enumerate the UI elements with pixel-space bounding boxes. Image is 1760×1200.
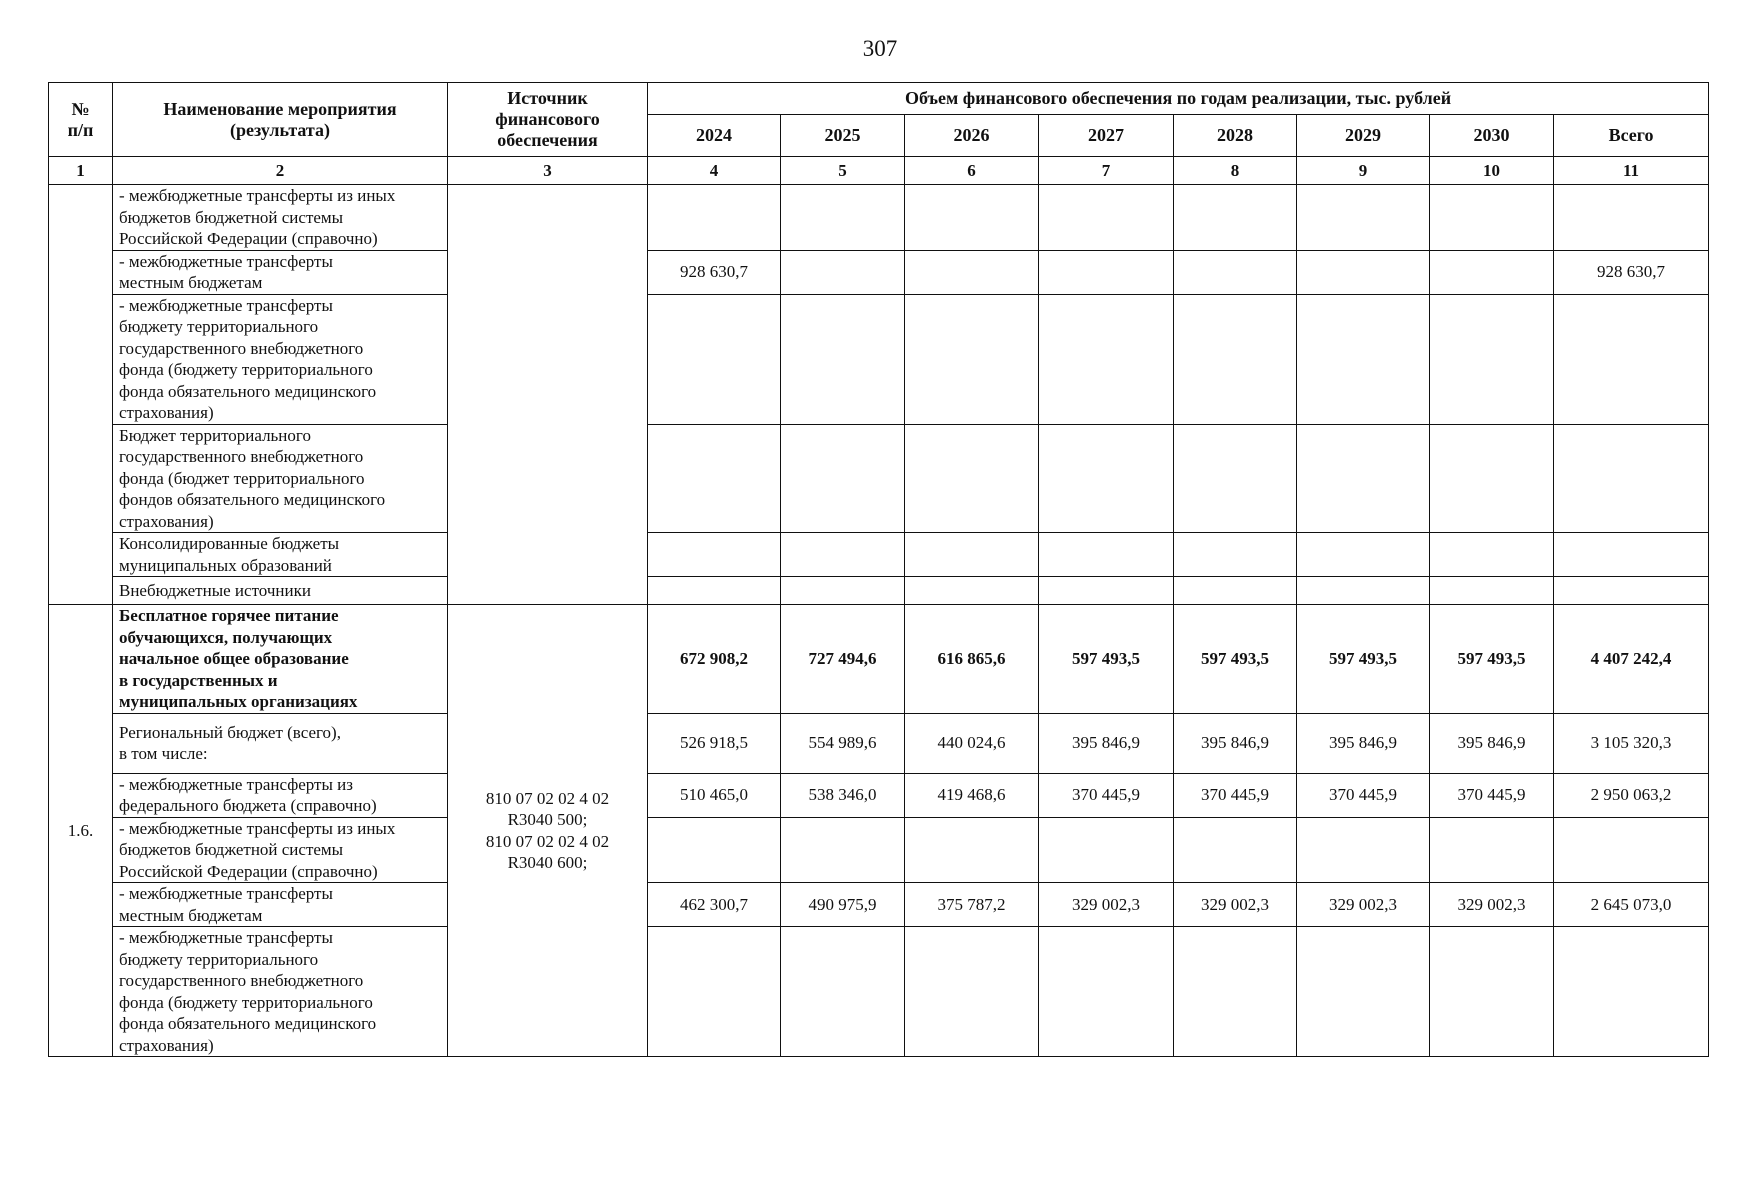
activity-name-line: фонда (бюджет территориального bbox=[119, 468, 365, 488]
activity-name-line: фонда (бюджету территориального bbox=[119, 992, 373, 1012]
header-row-column-numbers bbox=[49, 157, 1709, 185]
year-value-cell bbox=[905, 294, 1039, 424]
table-row bbox=[49, 533, 1709, 577]
year-value-cell: 329 002,3 bbox=[1174, 883, 1297, 927]
table-body bbox=[49, 185, 1709, 1057]
year-value-cell: 928 630,7 bbox=[648, 250, 781, 294]
year-value-cell bbox=[781, 577, 905, 605]
year-value-cell bbox=[905, 250, 1039, 294]
activity-name-line: фондов обязательного медицинского bbox=[119, 490, 386, 509]
year-value-cell: 370 445,9 bbox=[1174, 773, 1297, 817]
year-value-cell bbox=[1174, 927, 1297, 1057]
column-number: 5 bbox=[781, 157, 905, 185]
activity-name bbox=[113, 424, 448, 533]
year-value-cell: 329 002,3 bbox=[1039, 883, 1174, 927]
activity-name-line: - межбюджетные трансферты bbox=[119, 928, 333, 947]
activity-name-line: Бюджет территориального bbox=[119, 425, 311, 445]
table-row bbox=[49, 773, 1709, 817]
activity-name-line: Консолидированные бюджеты bbox=[119, 534, 340, 553]
activity-name bbox=[113, 577, 448, 605]
year-value-cell: 597 493,5 bbox=[1430, 605, 1554, 714]
year-value-cell: 526 918,5 bbox=[648, 713, 781, 773]
total-value-cell bbox=[1554, 817, 1709, 883]
column-number: 6 bbox=[905, 157, 1039, 185]
activity-name-line: бюджетов бюджетной системы bbox=[119, 207, 344, 227]
activity-name-line: государственного внебюджетного bbox=[119, 447, 364, 466]
activity-name-line: местным бюджетам bbox=[119, 905, 263, 925]
year-value-cell bbox=[1174, 577, 1297, 605]
year-value-cell bbox=[1297, 577, 1430, 605]
year-value-cell: 554 989,6 bbox=[781, 713, 905, 773]
funding-source bbox=[448, 185, 648, 605]
activity-name-line: - межбюджетные трансферты из bbox=[119, 774, 353, 794]
total-value-cell bbox=[1554, 927, 1709, 1057]
year-value-cell bbox=[1430, 577, 1554, 605]
year-value-cell: 538 346,0 bbox=[781, 773, 905, 817]
total-value-cell: 928 630,7 bbox=[1554, 250, 1709, 294]
year-value-cell bbox=[648, 424, 781, 533]
year-value-cell: 395 846,9 bbox=[1174, 713, 1297, 773]
activity-name-line: фонда (бюджету территориального bbox=[119, 360, 373, 379]
activity-name-line: бюджетов бюджетной системы bbox=[119, 840, 344, 859]
year-value-cell bbox=[1039, 424, 1174, 533]
year-value-cell: 616 865,6 bbox=[905, 605, 1039, 714]
year-value-cell bbox=[1174, 294, 1297, 424]
header-col-name: Наименование мероприятия (результата) bbox=[113, 83, 448, 157]
column-number: 10 bbox=[1430, 157, 1554, 185]
header-year: 2030 bbox=[1430, 115, 1554, 157]
activity-name-line: Внебюджетные источники bbox=[119, 580, 311, 600]
activity-name-line: - межбюджетные трансферты bbox=[119, 295, 333, 315]
activity-name-line: муниципальных образований bbox=[119, 555, 332, 575]
header-row-1 bbox=[49, 83, 1709, 115]
year-value-cell bbox=[781, 927, 905, 1057]
year-value-cell bbox=[648, 533, 781, 577]
total-value-cell: 2 645 073,0 bbox=[1554, 883, 1709, 927]
table-row bbox=[49, 185, 1709, 251]
year-value-cell: 375 787,2 bbox=[905, 883, 1039, 927]
year-value-cell bbox=[1430, 817, 1554, 883]
year-value-cell bbox=[1430, 927, 1554, 1057]
year-value-cell bbox=[1297, 817, 1430, 883]
activity-name-line: обучающихся, получающих bbox=[119, 627, 333, 647]
year-value-cell bbox=[648, 294, 781, 424]
year-value-cell bbox=[781, 250, 905, 294]
header-total: Всего bbox=[1554, 115, 1709, 157]
activity-name bbox=[113, 294, 448, 424]
table-row bbox=[49, 817, 1709, 883]
header-year: 2027 bbox=[1039, 115, 1174, 157]
column-number: 2 bbox=[113, 157, 448, 185]
activity-name bbox=[113, 817, 448, 883]
activity-name-line: - межбюджетные трансферты bbox=[119, 251, 333, 271]
activity-name bbox=[113, 713, 448, 773]
total-value-cell: 2 950 063,2 bbox=[1554, 773, 1709, 817]
year-value-cell: 597 493,5 bbox=[1174, 605, 1297, 714]
column-number: 3 bbox=[448, 157, 648, 185]
funding-source-line: R3040 500; bbox=[507, 810, 588, 829]
table-row bbox=[49, 424, 1709, 533]
year-value-cell bbox=[1430, 533, 1554, 577]
column-number: 8 bbox=[1174, 157, 1297, 185]
financing-table bbox=[48, 82, 1709, 1057]
year-value-cell bbox=[1297, 294, 1430, 424]
activity-name-line: фонда обязательного медицинского bbox=[119, 381, 377, 401]
year-value-cell bbox=[1039, 294, 1174, 424]
header-year: 2024 bbox=[648, 115, 781, 157]
activity-name bbox=[113, 533, 448, 577]
activity-name-line: фонда обязательного медицинского bbox=[119, 1014, 377, 1033]
page-number: 307 bbox=[862, 36, 898, 61]
year-value-cell: 370 445,9 bbox=[1430, 773, 1554, 817]
total-value-cell bbox=[1554, 424, 1709, 533]
table-row bbox=[49, 250, 1709, 294]
year-value-cell bbox=[1297, 927, 1430, 1057]
year-value-cell bbox=[1039, 577, 1174, 605]
year-value-cell bbox=[1430, 424, 1554, 533]
header-year: 2029 bbox=[1297, 115, 1430, 157]
activity-name-line: - межбюджетные трансферты из иных bbox=[119, 186, 396, 205]
year-value-cell bbox=[1430, 294, 1554, 424]
year-value-cell bbox=[648, 927, 781, 1057]
year-value-cell: 672 908,2 bbox=[648, 605, 781, 714]
activity-name-line: бюджету территориального bbox=[119, 317, 319, 336]
funding-source-line: R3040 600; bbox=[507, 853, 588, 872]
activity-name-line: Региональный бюджет (всего), bbox=[119, 722, 341, 742]
header-col-source: Источник финансового обеспечения bbox=[448, 83, 648, 157]
year-value-cell bbox=[905, 533, 1039, 577]
activity-name-line: государственного внебюджетного bbox=[119, 338, 364, 358]
year-value-cell bbox=[781, 817, 905, 883]
year-value-cell: 419 468,6 bbox=[905, 773, 1039, 817]
year-value-cell: 597 493,5 bbox=[1039, 605, 1174, 714]
year-value-cell bbox=[1174, 533, 1297, 577]
column-number: 4 bbox=[648, 157, 781, 185]
activity-name-line: в государственных и bbox=[119, 670, 278, 690]
activity-name-line: страхования) bbox=[119, 1035, 214, 1055]
column-number: 7 bbox=[1039, 157, 1174, 185]
year-value-cell: 440 024,6 bbox=[905, 713, 1039, 773]
year-value-cell bbox=[1430, 250, 1554, 294]
activity-name bbox=[113, 773, 448, 817]
year-value-cell bbox=[1039, 533, 1174, 577]
column-number: 9 bbox=[1297, 157, 1430, 185]
year-value-cell bbox=[1174, 817, 1297, 883]
activity-name bbox=[113, 605, 448, 714]
total-value-cell bbox=[1554, 533, 1709, 577]
year-value-cell bbox=[648, 185, 781, 251]
year-value-cell: 462 300,7 bbox=[648, 883, 781, 927]
year-value-cell bbox=[1039, 250, 1174, 294]
year-value-cell bbox=[1039, 185, 1174, 251]
year-value-cell bbox=[781, 294, 905, 424]
activity-name bbox=[113, 185, 448, 251]
activity-name-line: начальное общее образование bbox=[119, 649, 349, 668]
column-number: 1 bbox=[49, 157, 113, 185]
column-number: 11 bbox=[1554, 157, 1709, 185]
year-value-cell bbox=[905, 817, 1039, 883]
total-value-cell: 4 407 242,4 bbox=[1554, 605, 1709, 714]
table-row bbox=[49, 883, 1709, 927]
activity-name-line: страхования) bbox=[119, 403, 214, 422]
year-value-cell: 727 494,6 bbox=[781, 605, 905, 714]
year-value-cell: 329 002,3 bbox=[1297, 883, 1430, 927]
year-value-cell bbox=[1297, 185, 1430, 251]
year-value-cell bbox=[1174, 185, 1297, 251]
activity-name-line: в том числе: bbox=[119, 744, 208, 763]
year-value-cell bbox=[781, 533, 905, 577]
row-index: 1.6. bbox=[49, 605, 113, 1057]
funding-source-line: 810 07 02 02 4 02 bbox=[485, 831, 610, 851]
year-value-cell bbox=[1174, 424, 1297, 533]
activity-name bbox=[113, 250, 448, 294]
year-value-cell bbox=[905, 424, 1039, 533]
activity-name-line: страхования) bbox=[119, 511, 214, 531]
year-value-cell bbox=[648, 817, 781, 883]
year-value-cell bbox=[1039, 927, 1174, 1057]
year-value-cell bbox=[781, 185, 905, 251]
header-col-volume: Объем финансового обеспечения по годам реализации, тыс. рублей bbox=[648, 83, 1709, 115]
activity-name-line: федерального бюджета (справочно) bbox=[119, 796, 377, 815]
year-value-cell bbox=[1430, 185, 1554, 251]
year-value-cell bbox=[1297, 533, 1430, 577]
activity-name bbox=[113, 927, 448, 1057]
year-value-cell: 490 975,9 bbox=[781, 883, 905, 927]
year-value-cell: 329 002,3 bbox=[1430, 883, 1554, 927]
row-index bbox=[49, 185, 113, 605]
funding-source bbox=[448, 605, 648, 1057]
activity-name-line: - межбюджетные трансферты из иных bbox=[119, 818, 396, 838]
activity-name-line: муниципальных организациях bbox=[119, 692, 358, 711]
year-value-cell bbox=[905, 185, 1039, 251]
year-value-cell: 597 493,5 bbox=[1297, 605, 1430, 714]
activity-name-line: - межбюджетные трансферты bbox=[119, 884, 333, 903]
header-year: 2025 bbox=[781, 115, 905, 157]
total-value-cell bbox=[1554, 577, 1709, 605]
year-value-cell: 370 445,9 bbox=[1039, 773, 1174, 817]
activity-name-line: Бесплатное горячее питание bbox=[119, 606, 339, 625]
year-value-cell bbox=[905, 927, 1039, 1057]
year-value-cell: 395 846,9 bbox=[1039, 713, 1174, 773]
table-row bbox=[49, 577, 1709, 605]
total-value-cell: 3 105 320,3 bbox=[1554, 713, 1709, 773]
year-value-cell: 395 846,9 bbox=[1297, 713, 1430, 773]
total-value-cell bbox=[1554, 294, 1709, 424]
year-value-cell bbox=[1039, 817, 1174, 883]
year-value-cell bbox=[1297, 250, 1430, 294]
year-value-cell bbox=[905, 577, 1039, 605]
activity-name-line: местным бюджетам bbox=[119, 273, 263, 292]
activity-name bbox=[113, 883, 448, 927]
year-value-cell: 395 846,9 bbox=[1430, 713, 1554, 773]
header-year: 2026 bbox=[905, 115, 1039, 157]
year-value-cell bbox=[1297, 424, 1430, 533]
year-value-cell bbox=[648, 577, 781, 605]
activity-name-line: Российской Федерации (справочно) bbox=[119, 229, 378, 248]
table-row bbox=[49, 713, 1709, 773]
year-value-cell bbox=[781, 424, 905, 533]
activity-name-line: государственного внебюджетного bbox=[119, 971, 364, 990]
funding-source-line: 810 07 02 02 4 02 bbox=[485, 788, 610, 808]
year-value-cell: 370 445,9 bbox=[1297, 773, 1430, 817]
table-row bbox=[49, 605, 1709, 714]
year-value-cell bbox=[1174, 250, 1297, 294]
activity-name-line: бюджету территориального bbox=[119, 949, 319, 969]
table-row bbox=[49, 294, 1709, 424]
header-col-no: № п/п bbox=[49, 83, 113, 157]
header-year: 2028 bbox=[1174, 115, 1297, 157]
year-value-cell: 510 465,0 bbox=[648, 773, 781, 817]
total-value-cell bbox=[1554, 185, 1709, 251]
table-row bbox=[49, 927, 1709, 1057]
activity-name-line: Российской Федерации (справочно) bbox=[119, 861, 378, 881]
